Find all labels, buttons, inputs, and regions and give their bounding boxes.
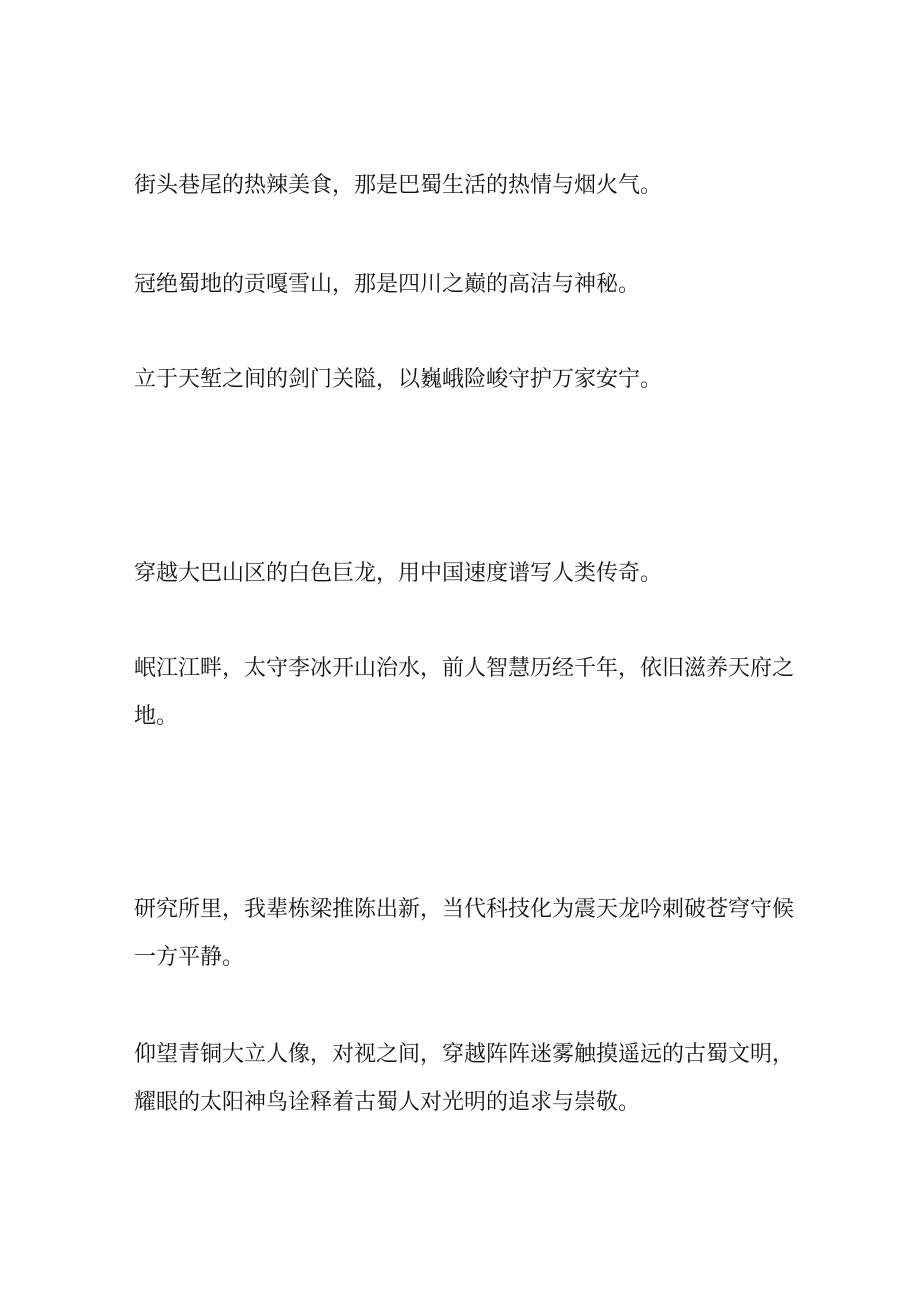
paragraph-jianmen-pass: 立于天堑之间的剑门关隘，以巍峨险峻守护万家安宁。	[134, 367, 663, 392]
paragraph-street-food: 街头巷尾的热辣美食，那是巴蜀生活的热情与烟火气。	[134, 173, 663, 198]
paragraph-high-speed-rail: 穿越大巴山区的白色巨龙，用中国速度谱写人类传奇。	[134, 561, 663, 586]
paragraph-research-institute: 研究所里，我辈栋梁推陈出新，当代科技化为震天龙吟刺破苍穹守候一方平静。	[134, 897, 795, 970]
paragraph-minjiang-river: 岷江江畔，太守李冰开山治水，前人智慧历经千年，依旧滋养天府之地。	[134, 656, 795, 729]
paragraph-gongga-mountain: 冠绝蜀地的贡嘎雪山，那是四川之巅的高洁与神秘。	[134, 272, 641, 297]
paragraph-bronze-statue: 仰望青铜大立人像，对视之间，穿越阵阵迷雾触摸遥远的古蜀文明，耀眼的太阳神鸟诠释着古蜀人对光明的追求与崇敬。	[134, 1042, 795, 1115]
